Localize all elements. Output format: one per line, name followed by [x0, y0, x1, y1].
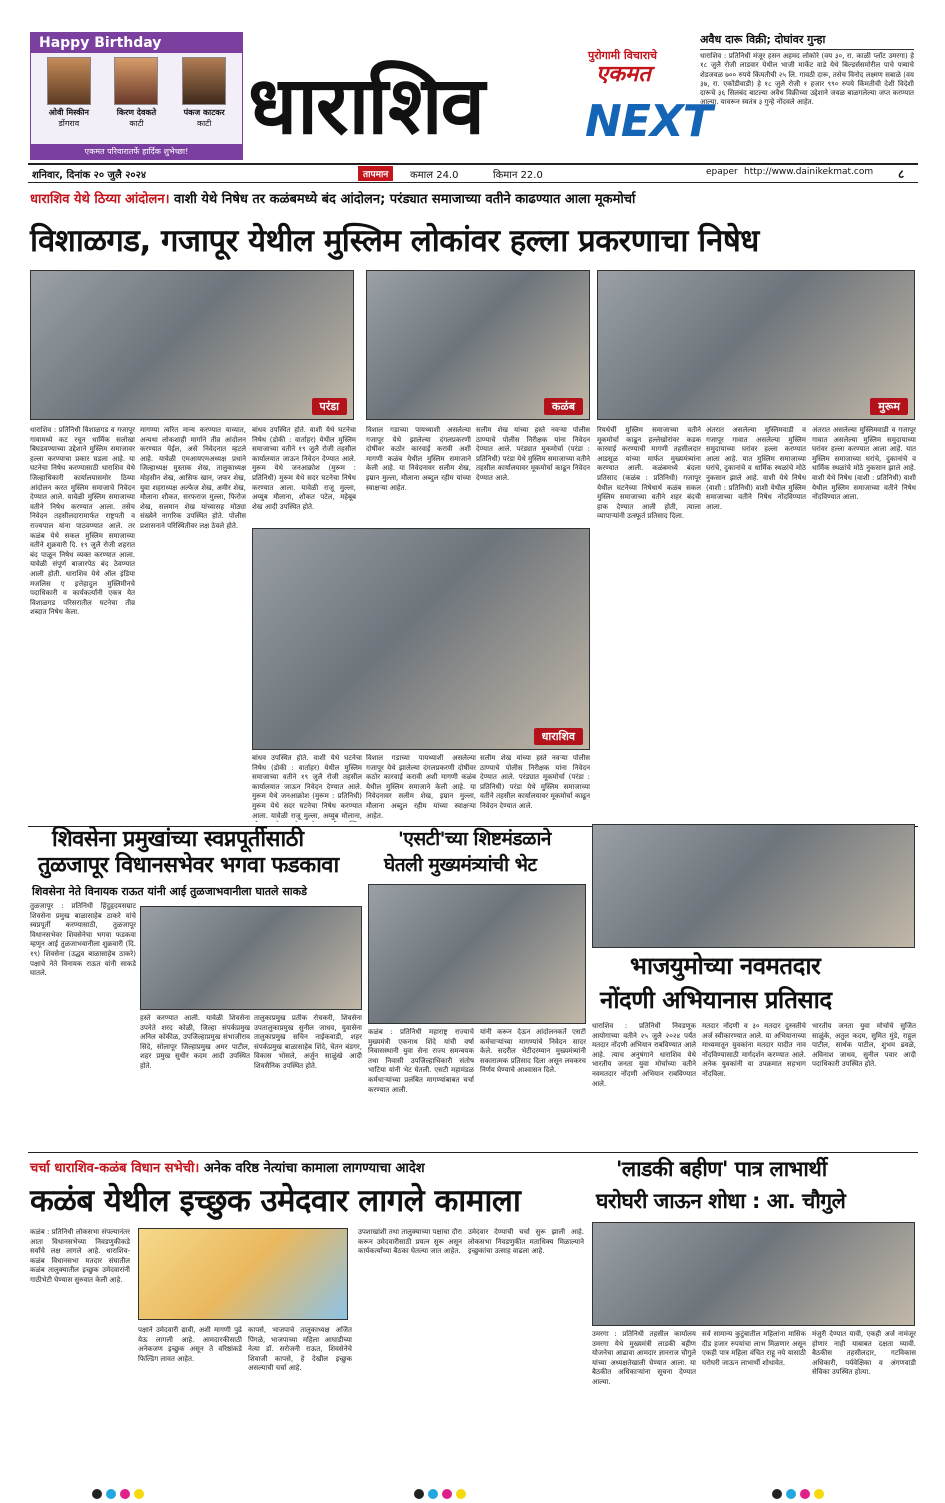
- registration-dot: [106, 1489, 116, 1499]
- birthday-person: [103, 57, 169, 129]
- birthday-person: [171, 57, 237, 129]
- kalamb-kicker-text: अनेक वरिष्ठ नेत्यांचा कामाला लागण्याचा आदेश: [203, 1161, 425, 1176]
- date-line: शनिवार, दिनांक २० जुलै २०२४: [32, 170, 147, 181]
- registration-dot: [814, 1489, 824, 1499]
- epaper-url[interactable]: http://www.dainikekmat.com: [744, 167, 874, 177]
- registration-dot: [772, 1489, 782, 1499]
- next-logo: NEXT: [585, 96, 712, 147]
- st-headline-2: घेतली मुख्यमंत्र्यांची भेट: [384, 854, 537, 876]
- shivsena-col-3: तालुकाप्रमुख प्रतीक रोचकरी, शिवसेना उपतालुकाप्रमुख सुनील जाधव, युवासेना तालुकाप्रमुख सचिन नाईकवाडी, शहर संपर्कप्रमुख बाळासाहेब शिंदे, चेतन बंडगर, विकास भोसले, अर्जुन साळुंखे आदी शिवसैनिक उपस्थित होते.: [254, 1014, 362, 1070]
- photo-tag: धाराशिव: [534, 728, 583, 745]
- brand-tagline: पुरोगामी विचाराचे: [588, 49, 658, 62]
- st-col-1: कळंब : प्रतिनिधी महाराष्ट्र राज्याचे मुख्यमंत्री एकनाथ शिंदे यांची वर्षा निवासस्थानी युवा सेना राज्य समन्वयक तथा निवासी उपजिल्हाधिकारी संतोष भाटिया यांनी भेट घेतली. एसटी महामंडळ कर्मचाऱ्यांच्या प्रलंबित मागण्यांबाबत चर्चा करण्यात आली.: [368, 1028, 474, 1094]
- photo-tag: मुरूम: [870, 398, 908, 415]
- birthday-title: Happy Birthday: [31, 33, 242, 53]
- shivsena-sub: शिवसेना नेते विनायक राऊत यांनी आई तुळजाभवानीला घातले साकडे: [32, 885, 307, 898]
- birthday-person: [36, 57, 102, 129]
- lead-headline: विशाळगड, गजापूर येथील मुस्लिम लोकांवर हल्ला प्रकरणाचा निषेध: [30, 223, 759, 259]
- shivsena-headline-1: शिवसेना प्रमुखांच्या स्वप्नपूर्तीसाठी: [52, 827, 304, 852]
- birthday-place: काटी: [129, 119, 144, 128]
- bjym-col-3: भारतीय जनता युवा मोर्चाचे सुजित साळुंके, अतुल कदम, सुमित मुंडे, राहुल पाटील, सार्थक पाटील, शुभम ढवळे, अविनाश जाधव, सुनील पवार आदी पदाधिकारी उपस्थित होते.: [812, 1022, 916, 1069]
- kalamb-kicker: [30, 1158, 425, 1176]
- photo-tag: परंडा: [312, 398, 347, 415]
- photo-ladki-meeting: [592, 1222, 915, 1326]
- kalamb-kicker-red: चर्चा धाराशिव-कळंब विधान सभेची।: [30, 1161, 200, 1176]
- ladki-headline-2: घरोघरी जाऊन शोधा : आ. चौगुले: [596, 1189, 846, 1213]
- bjym-headline-1: भाजयुमोच्या नवमतदार: [630, 952, 821, 980]
- lead-kicker: [30, 189, 635, 207]
- shivsena-col-2: हस्ते करण्यात आली. यावेळी शिवसेना उपनेते शरद कोळी, जिल्हा संपर्कप्रमुख अनिल कोकीळ, उपजिल्हाप्रमुख संभाजीराव सिंदे, सोलापूर जिल्हाप्रमुख अमर पाटील, शहर प्रमुख सुधीर कदम आदी उपस्थित होते.: [140, 1014, 250, 1070]
- lead-col-3: बांधव उपस्थित होते. वाशी येथे घटनेचा निषेध (डोकी : वार्ताहर) येथील मुस्लिम समाजाच्या वतीने १९ जुलै रोजी तहसील कार्यालयात जाऊन निवेदन देण्यात आले. मुरूम येथे जनआक्रोश (मुरूम : प्रतिनिधी) मुरूम येथे सदर घटनेचा निषेध करण्यात आला. यावेळी राजू मुल्ला, अय्युब मौलाना, शौकत पटेल, महेबूब शेख आदी उपस्थित होते.: [252, 426, 356, 511]
- brand-logo: एकमत: [596, 62, 651, 87]
- lead-kicker-text: वाशी येथे निषेध तर कळंबमध्ये बंद आंदोलन; परंड्यात समाजाच्या वतीने काढण्यात आला मूकमोर्चा: [174, 192, 636, 207]
- registration-dot: [120, 1489, 130, 1499]
- avatar: [182, 57, 226, 105]
- lead-col-4: विशाल गडाच्या पायथ्याशी असलेल्या गजापूर येथे झालेल्या दंगलप्रकरणी दोषींवर कठोर कारवाई करावी अशी मागणी कळंब येथील मुस्लिम समाजाने केली आहे. या निवेदनावर सलीम शेख, इम्रान मुल्ला, मौलाना अब्दुल रहीम यांच्या स्वाक्षऱ्या आहेत.: [366, 426, 471, 492]
- brief-body: धाराशिव : प्रतिनिधी मंजूर हसन अहमद लोकोरे (वय ३०, रा. काळी प्लॉट उमरगा) हे १८ जुलै रोजी लाडवार येथील भाजी मार्केट वाडे येथे बिल्डर्ससमोरील पाचे पत्र्याचे शेडजवळ ७०० रुपये किंमतीची २५ लि. गावठी दारू, तसेच विनोद लक्ष्मण सबाळे (वय ३७, रा. एकोंडीवाडी) हे १८ जुलै रोजी १ हजार ९९० रुपये किंमतीची देशी विदेशी दारूचे ३६ सिलबंद बाटल्या अवैध विक्रीच्या उद्देशाने जवळ बाळगलेल्या जप्त करण्यात आल्या. यावरून स्वतंत्र ३ गुन्हे नोंदवले आहेत.: [700, 52, 914, 107]
- ladki-col-1: उमरगा : प्रतिनिधी तहसील कार्यालय उमरगा येथे मुख्यमंत्री लाडकी बहीण योजनेचा आढावा आमदार ज्ञानराज चौगुले यांच्या अध्यक्षतेखाली घेण्यात आला. या बैठकीत अधिकाऱ्यांना सूचना देण्यात आल्या.: [592, 1330, 696, 1386]
- masthead-title: धाराशिव: [248, 59, 483, 152]
- birthday-name: पंकज काटकर: [183, 108, 225, 117]
- page-number: ८: [898, 167, 905, 181]
- kalamb-col-3: कापसे, भाजपाचे तालुकाध्यक्ष अजित पिंगळे, भाजपाच्या महिला आघाडीच्या नेत्या डॉ. सरोजनी राऊत, शिवसेनेचे शिवाजी कापसे, हे देखील इच्छुक असल्याची चर्चा आहे.: [248, 1326, 352, 1373]
- st-col-2: यांनी करून देऊन आंदोलनकर्ते एसटी कर्मचाऱ्यांच्या मागण्यांचे निवेदन सादर केले. सदरील भेटीदरम्यान मुख्यमंत्र्यांनी सकारात्मक प्रतिसाद दिला असून लवकरच निर्णय घेण्याचे आश्वासन दिले.: [480, 1028, 586, 1075]
- st-headline-1: 'एसटी'च्या शिष्टमंडळाने: [398, 828, 551, 850]
- lead-col-7: अंतरात असलेल्या मुस्लिमवाडी व गजापूर गावात असलेल्या मुस्लिम समुदायाच्या घरांवर हल्ला करण्यात आला आहे. यात मुस्लिम समाजाच्या घरांचे, दुकानांचे व धार्मिक स्थळांचे मोठे नुकसान झाले आहे. वाशी येथे निषेध (वाशी : प्रतिनिधी) वाशी येथील मुस्लिम समाजाच्या वतीने निषेध नोंदविण्यात आला.: [812, 426, 916, 502]
- photo-bjym: [592, 824, 915, 948]
- ladki-col-3: मंजुरी देण्यात यावी, एकही अर्ज नामंजूर होणार नाही याबाबत दक्षता घ्यावी. बैठकीस तहसीलदार, गटविकास अधिकारी, पर्यवेक्षिका व अंगणवाडी सेविका उपस्थित होत्या.: [812, 1330, 916, 1377]
- lead-col-5: सलीम शेख यांच्या हस्ते नवऱ्या पोलीस ठाण्याचे पोलीस निरीक्षक यांना निवेदन देण्यात आले. परंड्यात मूकमोर्चा (परंडा : प्रतिनिधी) परंडा येथे मुस्लिम समाजाच्या वतीने तहसील कार्यालयावर मूकमोर्चा काढून निवेदन देण्यात आले.: [476, 426, 590, 482]
- birthday-wish: एकमत परिवारातर्फे हार्दिक शुभेच्छा!: [31, 144, 242, 159]
- photo-dharashiv: [252, 528, 590, 750]
- bjym-col-1: धाराशिव : प्रतिनिधी निवडणूक आयोगाच्या वतीने २५ जुलै २०२४ पर्यंत मतदार नोंदणी अभियान राबविण्यात आले आहे. त्याच अनुषंगाने धाराशिव येथे भारतीय जनता युवा मोर्चाच्या वतीने नवमतदार नोंदणी अभियान राबविण्यात आले.: [592, 1022, 696, 1088]
- temperature-min: किमान 22.0: [493, 170, 543, 181]
- kalamb-col-5: उमेदवार देण्याची चर्चा सुरू झाली आहे. लोकसभा निवडणुकीत मताधिक्य मिळाल्याने इच्छुकांचा उत्साह वाढला आहे.: [468, 1228, 584, 1256]
- birthday-place: डोंगराव: [58, 119, 80, 128]
- birthday-box: [30, 32, 243, 160]
- ladki-headline-1: 'लाडकी बहीण' पात्र लाभार्थी: [616, 1157, 827, 1181]
- bjym-col-2: मतदार नोंदणी व ३० मतदार दुरुस्तीचे अर्ज स्वीकारण्यात आले. या अभियानाच्या माध्यमातून युवकांना मतदार यादीत नाव नोंदविण्यासाठी मार्गदर्शन करण्यात आले. अनेक युवकांनी या उपक्रमात सहभाग नोंदविला.: [702, 1022, 806, 1078]
- registration-dot: [414, 1489, 424, 1499]
- registration-marks-left: [90, 1484, 146, 1503]
- lead-col-6b: अंतरात असलेल्या मुस्लिमवाडी व गजापूर गावात असलेल्या मुस्लिम समुदायाच्या घरांवर हल्ला करण्यात आला आहे. यात मुस्लिम समाजाच्या घरांचे, दुकानांचे व धार्मिक स्थळांचे मोठे नुकसान झाले आहे. वाशी येथे निषेध (वाशी : प्रतिनिधी) वाशी येथील मुस्लिम समाजाच्या वतीने निषेध नोंदविण्यात आला.: [706, 426, 806, 511]
- lead-kicker-red: धाराशिव येथे ठिय्या आंदोलन।: [30, 192, 170, 207]
- kalamb-col-4: उपशाखांशी तथा तालुक्याच्या पक्षाचा दौरा करून उमेदवारीसाठी प्रयत्न सुरू असून कार्यकर्त्यांच्या बैठका घेतल्या जात आहेत.: [358, 1228, 462, 1256]
- lead-col-2: मागण्या त्वरित मान्य करण्यात याव्यात, अन्यथा लोकशाही मार्गाने तीव्र आंदोलन करण्यात येईल, असे निवेदनात म्हटले आहे. यावेळी एमआयएमअध्यक्ष प्रधाने जिल्हाध्यक्ष मुस्ताक शेख, तालुकाध्यक्ष मोहसीन शेख, आसिफ खान, जफर शेख, युवा शहराध्यक्ष अल्फेज शेख, अमीर शेख, मौलाना शौकत, सरफराज मुल्ला, फिरोज शेख, सलमान शेख यांच्यासह मोठ्या संख्येने नागरिक उपस्थित होते. पोलीस प्रशासनाने परिस्थितीवर लक्ष ठेवले होते.: [140, 426, 246, 530]
- lead-col-3b: बांधव उपस्थित होते. वाशी येथे घटनेचा निषेध (डोकी : वार्ताहर) येथील मुस्लिम समाजाच्या वतीने १९ जुलै रोजी तहसील कार्यालयात जाऊन निवेदन देण्यात आले. मुरूम येथे जनआक्रोश (मुरूम : प्रतिनिधी) मुरूम येथे सदर घटनेचा निषेध करण्यात आला. यावेळी राजू मुल्ला, अय्युब मौलाना,: [252, 754, 362, 820]
- registration-dot: [786, 1489, 796, 1499]
- lead-col-1: धाराशिव : प्रतिनिधी विशाळगड व गजापूर गावामध्ये कट रचून धार्मिक सलोखा बिघडवण्याच्या उद्देशाने मुस्लिम समाजावर हल्ला करण्याचा प्रकार घडला आहे. या घटनेचा निषेध करण्यासाठी धाराशिव येथे जिल्हाधिकारी कार्यालयासमोर ठिय्या आंदोलन करत मुस्लिम समाजाचे निवेदन देण्यात आले. यावेळी मुस्लिम समाजाच्या वतीने निषेध करण्यात आला. तसेच निवेदन तहसीलदारामार्फत राष्ट्रपती व राज्यपाल यांना पाठवण्यात आले. तर कळंब येथे सकल मुस्लिम समाजाच्या वतीने शुक्रवारी दि. १९ जुलै रोजी शहरात बंद पाळून निषेध व्यक्त करण्यात आला. यावेळी संपूर्ण बाजारपेठ बंद ठेवण्यात आली होती. धाराशिव येथे ऑल इंडिया मजलिस ए इत्तेहादुल मुस्लिमीनचे पदाधिकारी व कार्यकर्त्यांनी एकत्र येत विशाळगड परिसरातील घटनेचा तीव्र शब्दात निषेध केला.: [30, 426, 135, 617]
- avatar: [114, 57, 158, 105]
- photo-murum: [597, 270, 915, 420]
- lead-col-4b: विशाल गडाच्या पायथ्याशी असलेल्या गजापूर येथे झालेल्या दंगलप्रकरणी दोषींवर कठोर कारवाई करावी अशी मागणी कळंब येथील मुस्लिम समाजाने केली आहे. या निवेदनावर सलीम शेख, इम्रान मुल्ला, मौलाना अब्दुल रहीम यांच्या स्वाक्षऱ्या आहेत.: [366, 754, 476, 820]
- registration-dot: [442, 1489, 452, 1499]
- brief-title: अवैध दारू विक्री; दोघांवर गुन्हा: [700, 32, 914, 50]
- photo-paranda: [30, 270, 354, 420]
- shivsena-headline-2: तुळजापूर विधानसभेवर भगवा फडकावा: [38, 853, 339, 878]
- registration-dot: [134, 1489, 144, 1499]
- cartoon-image: [138, 1228, 348, 1320]
- registration-marks-right: [770, 1484, 826, 1503]
- photo-tuljapur: [140, 906, 362, 1010]
- ladki-col-2: सर्व सामान्य कुटुंबातील महिलांना मासिक दीड हजार रुपयांचा लाभ मिळणार असून एकही पात्र महिला वंचित राहू नये यासाठी घरोघरी जाऊन लाभार्थी शोधावेत.: [702, 1330, 806, 1367]
- registration-dot: [92, 1489, 102, 1499]
- photo-kalamb: [366, 270, 590, 420]
- epaper-label: epaper: [706, 167, 738, 177]
- kalamb-headline: कळंब येथील इच्छुक उमेदवार लागले कामाला: [30, 1183, 521, 1219]
- birthday-name: किरण देवकते: [116, 108, 157, 117]
- photo-tag: कळंब: [544, 398, 583, 415]
- birthday-place: काटी: [196, 119, 212, 128]
- registration-marks-center: [412, 1484, 468, 1503]
- kalamb-col-1: कळंब : प्रतिनिधी लोकसभा संपल्यानंतर आता विधानसभेच्या निवडणुकीकडे सर्वांचे लक्ष लागले आहे. धाराशिव-कळंब विधानसभा मतदार संघातील कळंब तालुक्यातील इच्छुक उमेदवारांनी गाठीभेटी घेण्यास सुरुवात केली आहे.: [30, 1228, 130, 1284]
- shivsena-col-1: तुळजापूर : प्रतिनिधी हिंदुहृदयसम्राट शिवसेना प्रमुख बाळासाहेब ठाकरे यांचे स्वप्नपूर्ती करण्यासाठी, तुळजापूर विधानसभेवर शिवसेनेचा भगवा फडकवा म्हणून आई तुळजाभवानीला शुक्रवारी (दि. १९) शिवसेना (उद्धव बाळासाहेब ठाकरे) पक्षाचे नेते विनायक राऊत यांनी साकडे घातले.: [30, 902, 136, 978]
- birthday-name: ओवी मिस्कीन: [48, 108, 89, 117]
- registration-dot: [800, 1489, 810, 1499]
- avatar: [47, 57, 91, 105]
- bjym-headline-2: नोंदणी अभियानास प्रतिसाद: [600, 986, 832, 1014]
- temperature-max: कमाल 24.0: [410, 170, 459, 181]
- registration-dot: [428, 1489, 438, 1499]
- kalamb-col-2: पक्षाने उमेदवारी द्यावी, अशी मागणी पुढे येऊ लागली आहे. आमदारकीसाठी अनेकजण इच्छुक असून ते वरिष्ठांकडे फिल्डिंग लावत आहेत.: [138, 1326, 242, 1363]
- temperature-label: तापमान: [358, 166, 393, 181]
- lead-col-5b: सलीम शेख यांच्या हस्ते नवऱ्या पोलीस ठाण्याचे पोलीस निरीक्षक यांना निवेदन देण्यात आले. परंड्यात मूकमोर्चा (परंडा : प्रतिनिधी) परंडा येथे मुस्लिम समाजाच्या वतीने तहसील कार्यालयावर मूकमोर्चा काढून निवेदन देण्यात आले.: [480, 754, 590, 810]
- brief-box: [700, 32, 914, 160]
- photo-st-meeting: [368, 884, 586, 1024]
- lead-col-6: रियर्धर्ची मुस्लिम समाजाच्या वतीने मूकमोर्चा काढून हल्लेखोरांवर कडक कारवाई करण्याची मागणी तहसीलदार आडसूळ यांच्या मार्फत मुख्यमंत्र्यांना करण्यात आली. कळंबमध्ये बंदला प्रतिसाद (कळंब : प्रतिनिधी) गजापूर येथील घटनेच्या निषेधार्थ कळंब सकल मुस्लिम समाजाच्या वतीने शहर बंदची हाक देण्यात आली होती, त्याला व्यापाऱ्यांनी उत्स्फूर्त प्रतिसाद दिला.: [597, 426, 701, 521]
- registration-dot: [456, 1489, 466, 1499]
